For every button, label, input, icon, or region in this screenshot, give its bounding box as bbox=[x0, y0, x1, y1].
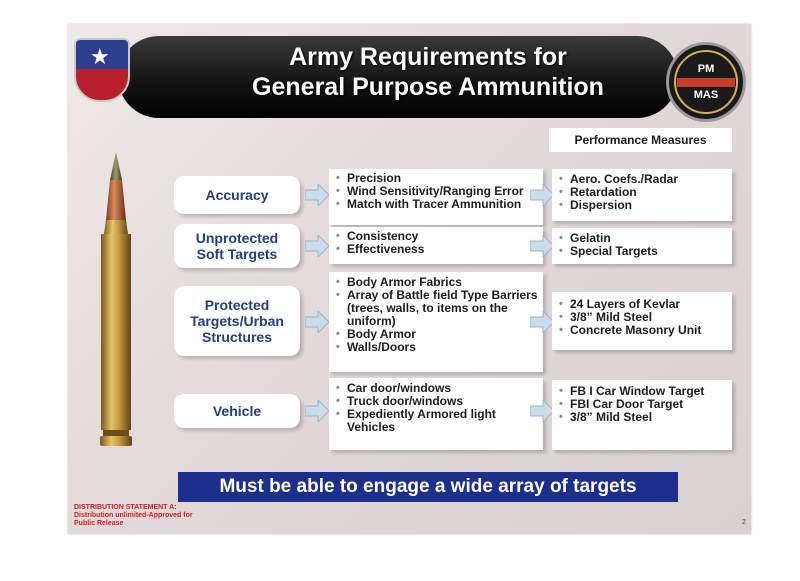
measures-box-vehicle bbox=[552, 380, 732, 450]
list-item: • 3/8” Mild Steel bbox=[570, 411, 728, 424]
list-item: • Body Armor Fabrics bbox=[347, 276, 539, 289]
slide-title bbox=[188, 42, 668, 102]
right-arrow-icon bbox=[530, 235, 554, 257]
list-item: • Precision bbox=[347, 172, 539, 185]
requirements-box-vehicle bbox=[329, 378, 543, 450]
row-label-accuracy: Accuracy bbox=[174, 176, 300, 214]
list-item: • Wind Sensitivity/Ranging Error bbox=[347, 185, 539, 198]
pm-mas-badge-icon bbox=[666, 42, 746, 122]
right-arrow-icon bbox=[305, 311, 329, 333]
list-item: • Car door/windows bbox=[347, 382, 539, 395]
list-item: • Gelatin bbox=[570, 232, 728, 245]
list-item: • Walls/Doors bbox=[347, 341, 539, 354]
right-arrow-icon bbox=[530, 400, 554, 422]
list-item: • Dispersion bbox=[570, 199, 728, 212]
requirements-box-unprotected-soft-targets bbox=[329, 227, 543, 264]
requirements-box-accuracy bbox=[329, 169, 543, 225]
title-line-2: General Purpose Ammunition bbox=[252, 73, 604, 101]
badge-mas-text: MAS bbox=[693, 88, 719, 101]
right-arrow-icon bbox=[530, 184, 554, 206]
right-arrow-icon bbox=[305, 184, 329, 206]
right-arrow-icon bbox=[530, 311, 554, 333]
list-item: • Special Targets bbox=[570, 245, 728, 258]
list-item: • Truck door/windows bbox=[347, 395, 539, 408]
list-item: • Concrete Masonry Unit bbox=[570, 324, 728, 337]
row-label-unprotected-soft-targets: Unprotected Soft Targets bbox=[174, 224, 300, 268]
list-item: • Consistency bbox=[347, 230, 539, 243]
list-item: • Effectiveness bbox=[347, 243, 539, 256]
row-label-vehicle: Vehicle bbox=[174, 394, 300, 428]
list-item: • Expediently Armored light Vehicles bbox=[347, 408, 539, 434]
slide bbox=[68, 24, 751, 534]
badge-pm-text: PM bbox=[697, 62, 715, 75]
row-label-protected-targets: Protected Targets/Urban Structures bbox=[174, 286, 300, 356]
list-item: • 24 Layers of Kevlar bbox=[570, 298, 728, 311]
right-arrow-icon bbox=[305, 235, 329, 257]
measures-box-protected-targets bbox=[552, 292, 732, 350]
list-item: • Retardation bbox=[570, 186, 728, 199]
measures-box-accuracy bbox=[552, 169, 732, 221]
list-item: • Aero. Coefs./Radar bbox=[570, 173, 728, 186]
list-item: • 3/8” Mild Steel bbox=[570, 311, 728, 324]
right-arrow-icon bbox=[305, 400, 329, 422]
list-item: • Body Armor bbox=[347, 328, 539, 341]
list-item: • Array of Battle field Type Barriers (trees, walls, to items on the uniform) bbox=[347, 289, 539, 328]
list-item: • FBI Car Door Target bbox=[570, 398, 728, 411]
requirements-box-protected-targets bbox=[329, 272, 543, 372]
bottom-banner: Must be able to engage a wide array of targets bbox=[178, 472, 678, 502]
list-item: • Match with Tracer Ammunition bbox=[347, 198, 539, 211]
list-item: • FB I Car Window Target bbox=[570, 385, 728, 398]
distribution-statement: DISTRIBUTION STATEMENT A: Distribution unlimited-Approved for Public Release bbox=[74, 504, 193, 527]
army-crest-icon: ★ bbox=[74, 38, 130, 102]
performance-measures-header: Performance Measures bbox=[549, 128, 732, 152]
cartridge-image bbox=[96, 150, 136, 450]
title-line-1: Army Requirements for bbox=[289, 43, 567, 71]
page-number: 2 bbox=[742, 519, 746, 526]
measures-box-unprotected-soft-targets bbox=[552, 228, 732, 264]
